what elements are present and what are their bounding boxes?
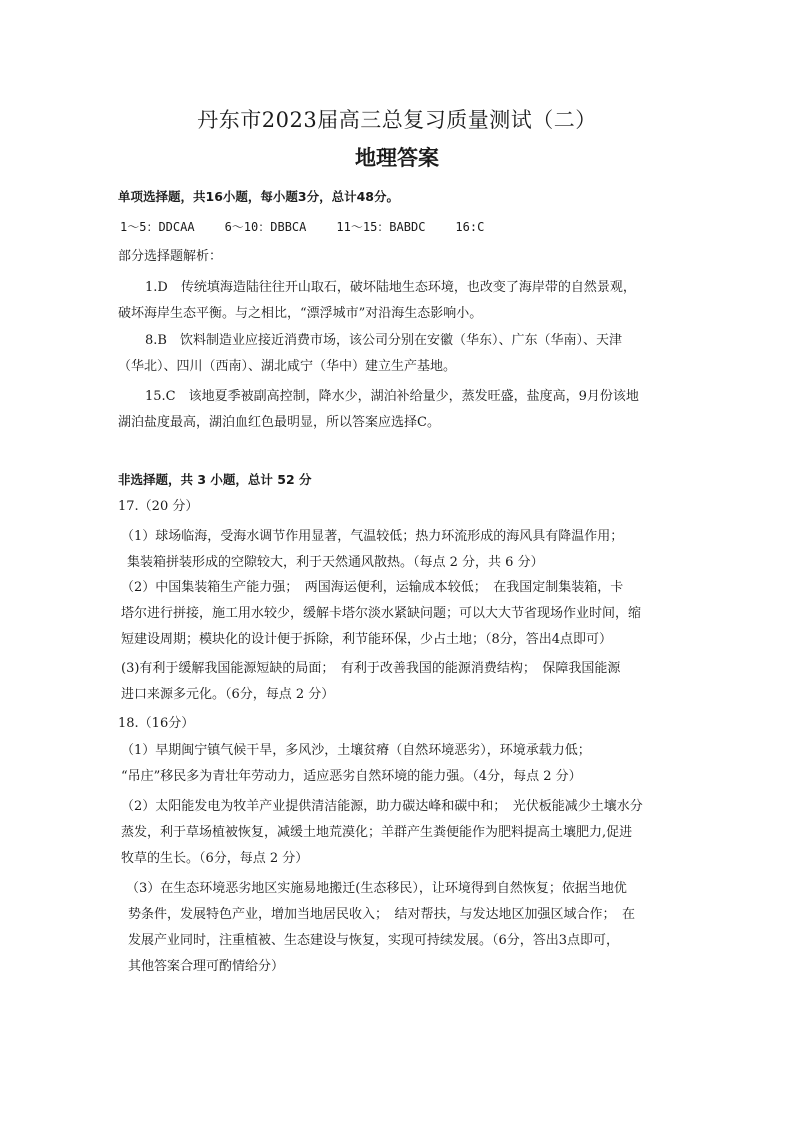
q8-line-2: （华北）、四川（西南）、湖北咸宁（华中）建立生产基地。 [118,359,457,374]
choice-heading: 单项选择题，共16小题，每小题3分，总计48分。 [118,189,399,204]
nonchoice-heading: 非选择题，共 3 小题，总计 52 分 [118,472,312,487]
q17-p3-line-1: (3)有利于缓解我国能源短缺的局面； 有利于改善我国的能源消费结构； 保障我国能源 [121,661,621,676]
answers-16: 16:C [455,220,485,234]
answers-6-10: 6～10：DBBCA [224,220,307,234]
q17-p2-line-1: （2）中国集装箱生产能力强； 两国海运便利，运输成本较低； 在我国定制集装箱，卡 [121,580,624,595]
q17-p2-line-3: 短建设周期；模块化的设计便于拆除，利节能环保，少占土地；（8分，答出4点即可） [121,632,613,647]
q18-p3-line-4: 其他答案合理可酌情给分） [128,959,285,974]
q15-line-1: 15.C 该地夏季被副高控制，降水少，湖泊补给量少，蒸发旺盛，盐度高，9月份该地 [145,389,639,404]
q18-p1-line-2: “吊庄”移民多为青壮年劳动力，适应恶劣自然环境的能力强。（4分，每点 2 分） [121,769,582,784]
q1-line-1: 1.D 传统填海造陆往往开山取石，破坏陆地生态环境，也改变了海岸带的自然景观， [145,280,636,295]
q15-line-2: 湖泊盐度最高，湖泊血红色最明显，所以答案应选择C。 [118,415,440,430]
page-title: 丹东市2023届高三总复习质量测试（二） [197,108,597,132]
answers-11-15: 11～15：BABDC [336,220,426,234]
q18-p3-line-2: 势条件，发展特色产业，增加当地居民收入； 结对帮扶，与发达地区加强区域合作； 在 [128,907,636,922]
q17-p2-line-2: 塔尔进行拼接，施工用水较少，缓解卡塔尔淡水紧缺问题；可以大大节省现场作业时间，缩 [121,606,642,621]
q8-line-1: 8.B 饮料制造业应接近消费市场，该公司分别在安徽（华东）、广东（华南）、天津 [145,333,622,348]
q18-p2-line-3: 牧草的生长。（6分，每点 2 分） [121,851,309,866]
q18-label: 18.（16分） [118,716,195,731]
q17-label: 17.（20 分） [118,499,199,514]
q1-line-2: 破坏海岸生态平衡。与之相比，“漂浮城市”对沿海生态影响小。 [118,306,483,321]
q18-p1-line-1: （1）早期闽宁镇气候干旱，多风沙，土壤贫瘠（自然环境恶劣），环境承载力低； [121,743,591,758]
q17-p3-line-2: 进口来源多元化。（6分，每点 2 分） [121,687,335,702]
q18-p3-line-3: 发展产业同时，注重植被、生态建设与恢复，实现可持续发展。（6分，答出3点即可， [128,933,620,948]
answers-1-5: 1～5：DDCAA [120,220,195,234]
analysis-label: 部分选择题解析： [118,249,223,264]
q18-p2-line-1: （2）太阳能发电为牧羊产业提供清洁能源，助力碳达峰和碳中和； 光伏板能减少土壤水分 [121,799,643,814]
q18-p3-line-1: （3）在生态环境恶劣地区实施易地搬迁(生态移民），让环境得到自然恢复；依据当地优 [126,881,627,896]
q18-p2-line-2: 蒸发，利于草场植被恢复，减缓土地荒漠化；羊群产生粪便能作为肥料提高土壤肥力,促进 [121,825,633,840]
q17-p1-line-1: （1）球场临海，受海水调节作用显著，气温较低；热力环流形成的海风具有降温作用； [121,529,624,544]
page-subtitle: 地理答案 [355,146,439,170]
choice-answers [120,219,680,236]
q17-p1-line-2: 集装箱拼装形成的空隙较大，利于天然通风散热。（每点 2 分，共 6 分） [127,555,544,570]
